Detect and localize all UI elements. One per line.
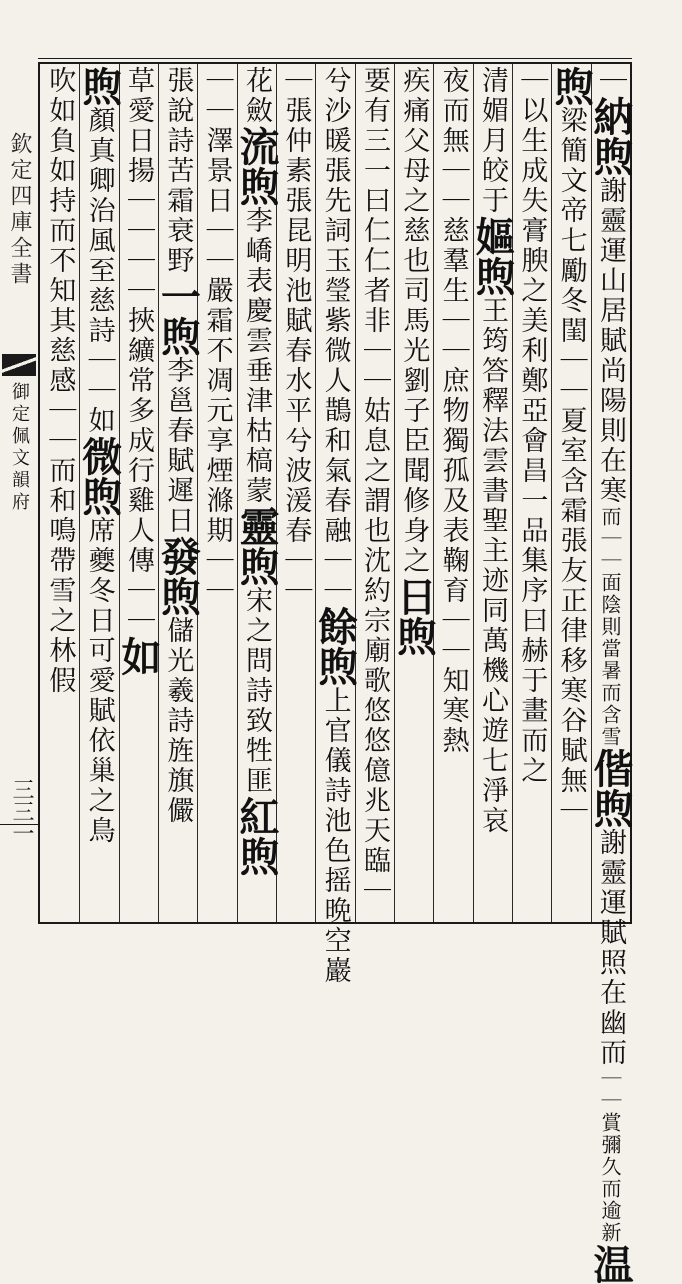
entry-headword: 煦 bbox=[75, 66, 123, 106]
entry-headword: 嫗煦 bbox=[468, 216, 516, 296]
column-rule bbox=[158, 64, 159, 922]
frame-top-rule bbox=[38, 58, 632, 59]
body-text: 疾痛父母之慈也司馬光劉子臣聞修身之 bbox=[398, 66, 430, 576]
text-column bbox=[311, 66, 359, 986]
entry-headword: 偕煦 bbox=[586, 748, 634, 828]
body-text: 兮沙暖張先詞玉瑩紫微人鵲和氣春融｜｜ bbox=[319, 66, 351, 606]
body-text: 元享煙滌期｜｜ bbox=[201, 396, 233, 606]
text-column bbox=[198, 66, 235, 920]
body-text: 謝靈運山居賦尚陽則在寒 bbox=[594, 176, 626, 506]
text-column bbox=[356, 66, 393, 920]
text-column bbox=[547, 66, 595, 920]
body-text: 李邕春賦遲日 bbox=[162, 356, 194, 536]
annotation-text: 而｜｜面陰則當暑而含雪 bbox=[597, 506, 622, 748]
entry-headword: 靈煦 bbox=[232, 506, 280, 586]
text-column bbox=[75, 66, 123, 920]
body-text: ｜ bbox=[594, 66, 626, 96]
body-text: 如 bbox=[83, 406, 115, 436]
body-text: 梁簡文帝七勵冬閨｜｜夏室含霜張友正律移寒谷賦無｜ bbox=[555, 106, 587, 826]
entry-headword: 日煦 bbox=[390, 576, 438, 656]
column-rule bbox=[512, 64, 513, 922]
body-text: 張說詩苦霜衰野 bbox=[162, 66, 194, 276]
text-column bbox=[154, 66, 202, 920]
column-rule bbox=[433, 64, 434, 922]
body-text: 顏真卿治風至慈詩｜｜ bbox=[83, 106, 115, 406]
text-column bbox=[277, 66, 314, 920]
body-text: 儲光羲詩旌旗儼 bbox=[162, 616, 194, 826]
entry-headword: 流煦 bbox=[232, 126, 280, 206]
text-column bbox=[114, 66, 162, 920]
column-rule bbox=[473, 64, 474, 922]
entry-headword: 温 bbox=[586, 1244, 634, 1284]
body-text: 夜而無｜｜ bbox=[437, 66, 469, 216]
body-text: 草愛日揚｜｜ bbox=[122, 66, 154, 246]
body-text: 宋之問詩致牲匪 bbox=[240, 586, 272, 796]
annotation-text: ｜｜賞彌久而逾新 bbox=[597, 1068, 622, 1244]
entry-headword: 餘煦 bbox=[311, 606, 359, 686]
entry-headword: 一煦 bbox=[154, 276, 202, 356]
entry-headword: 微煦 bbox=[75, 436, 123, 516]
column-rule bbox=[551, 64, 552, 922]
column-rule bbox=[79, 64, 80, 922]
text-column bbox=[513, 66, 550, 920]
entry-headword: 紅煦 bbox=[232, 796, 280, 876]
body-text: 王筠答釋法雲書聖主迹同萬機心遊七淨哀 bbox=[476, 296, 508, 836]
body-text: ｜｜挾纊常多 bbox=[122, 246, 154, 426]
body-text: 席夔冬日可愛賦依巢之鳥 bbox=[83, 516, 115, 846]
text-column bbox=[41, 66, 78, 920]
book-title: 御定佩文韻府 bbox=[9, 382, 30, 514]
entry-headword: 納煦 bbox=[586, 96, 634, 176]
fishtail-mark bbox=[2, 354, 36, 376]
body-text: 清媚月皎于 bbox=[476, 66, 508, 216]
body-text: ｜以生成失膏腴之美利鄭亞會昌一品集序曰赫于畫而之 bbox=[516, 66, 548, 786]
page-number: 三三一 bbox=[9, 778, 34, 844]
body-text: 上官儀詩池色摇晩空巖 bbox=[319, 686, 351, 986]
entry-headword: 如 bbox=[114, 636, 162, 676]
text-column bbox=[468, 66, 516, 920]
text-column bbox=[232, 66, 280, 920]
entry-headword: 發煦 bbox=[154, 536, 202, 616]
body-text: ｜｜澤景日｜｜嚴霜不凋 bbox=[201, 66, 233, 396]
column-rule bbox=[394, 64, 395, 922]
body-text: 花斂 bbox=[240, 66, 272, 126]
body-text: 感｜｜而和鳴帶雪之林假 bbox=[44, 366, 76, 696]
column-rule bbox=[315, 64, 316, 922]
body-text: 慈羣生｜｜庶物獨孤及表鞠育｜｜知寒熱 bbox=[437, 216, 469, 756]
body-text: 沈約宗廟歌悠悠億兆天臨｜ bbox=[358, 546, 390, 906]
column-rule bbox=[237, 64, 238, 922]
entry-headword: 煦 bbox=[547, 66, 595, 106]
text-column bbox=[434, 66, 471, 920]
body-text: 謝靈運賦照在幽而 bbox=[594, 828, 626, 1068]
page-margin bbox=[0, 62, 38, 924]
body-text: ｜張仲素張昆明池賦春水平兮波湲春｜｜ bbox=[280, 66, 312, 606]
body-text: 吹如負如持而不知其慈 bbox=[44, 66, 76, 366]
text-column bbox=[390, 66, 438, 920]
column-rule bbox=[355, 64, 356, 922]
text-column bbox=[586, 66, 634, 1284]
body-text: 李嶠表慶雲垂津枯槁蒙 bbox=[240, 206, 272, 506]
body-text: 成行雞人傳｜｜ bbox=[122, 426, 154, 636]
column-rule bbox=[197, 64, 198, 922]
book-header: 欽定四庫全書 bbox=[7, 132, 32, 288]
column-rule bbox=[591, 64, 592, 922]
body-text: 要有三一曰仁仁者非｜｜姑息之謂也 bbox=[358, 66, 390, 546]
